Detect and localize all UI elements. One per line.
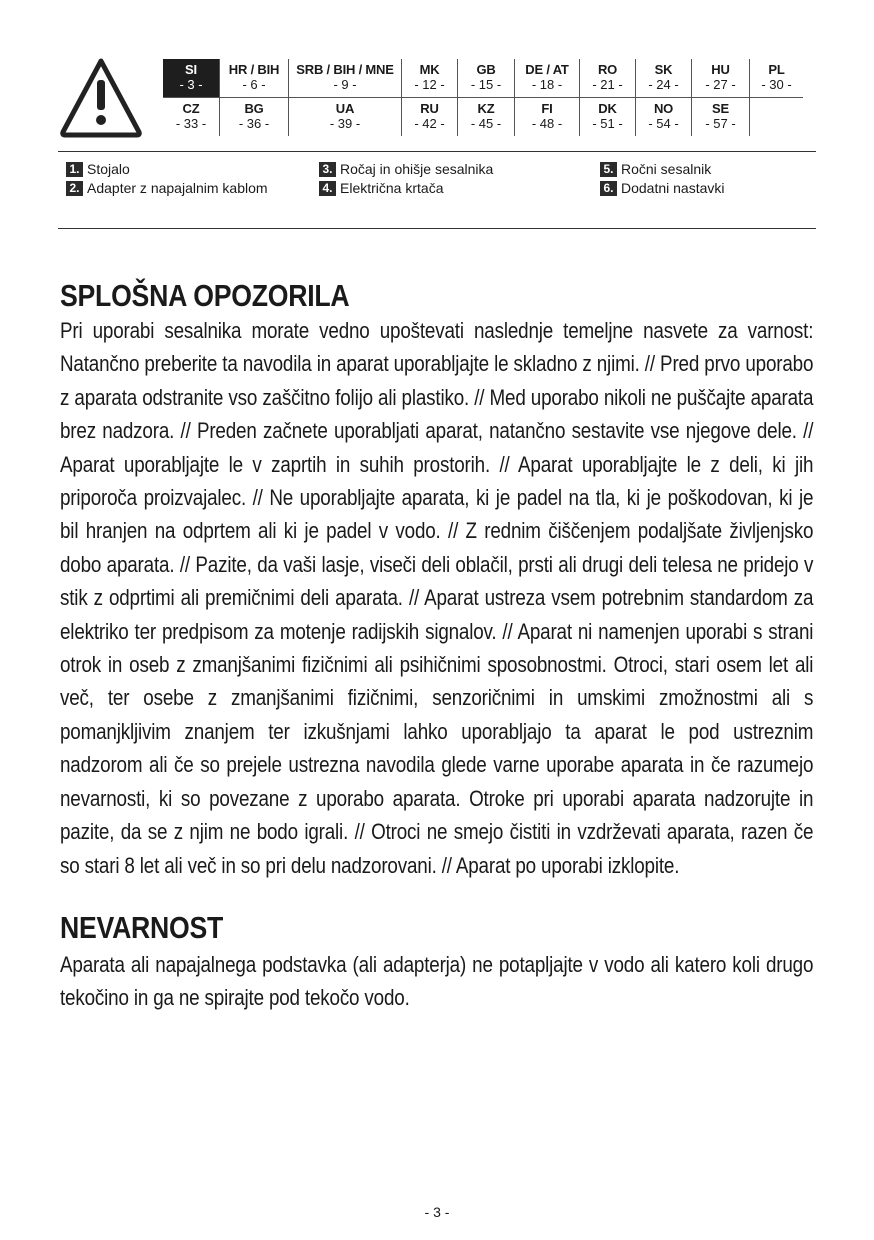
lang-cell-pl[interactable] xyxy=(750,59,804,98)
divider-bottom xyxy=(58,228,816,229)
lang-page: - 9 - xyxy=(333,77,357,92)
lang-code: CZ xyxy=(182,101,200,116)
lang-page: - 45 - xyxy=(470,116,502,131)
lang-cell-ru[interactable] xyxy=(402,98,458,137)
part-number: 2. xyxy=(66,181,83,196)
lang-page: - 39 - xyxy=(329,116,361,131)
lang-code: FI xyxy=(541,101,553,116)
lang-cell-si[interactable] xyxy=(163,59,220,98)
lang-page: - 12 - xyxy=(414,77,445,92)
lang-cell-dk[interactable] xyxy=(580,98,636,137)
lang-code: BG xyxy=(244,101,264,116)
lang-code: RU xyxy=(420,101,439,116)
lang-cell-de-at[interactable] xyxy=(515,59,580,98)
lang-page: - 3 - xyxy=(179,77,203,92)
lang-cell-mk[interactable] xyxy=(402,59,458,98)
part-label: Električna krtača xyxy=(340,180,444,196)
part-number: 6. xyxy=(600,181,617,196)
lang-code: SK xyxy=(654,62,673,77)
lang-page: - 36 - xyxy=(238,116,270,131)
part-label: Stojalo xyxy=(87,161,130,177)
language-index-table xyxy=(163,59,803,136)
lang-cell-ua[interactable] xyxy=(289,98,402,137)
part-item xyxy=(600,160,725,179)
part-item xyxy=(319,160,493,179)
danger-text: Aparata ali napajalnega podstavka (ali adapterja) ne potapljajte v vodo ali katero koli drugo tekočino in ga ne spirajte pod tekočo vodo. xyxy=(60,952,814,1011)
part-label: Adapter z napajalnim kablom xyxy=(87,180,268,196)
lang-code: NO xyxy=(653,101,674,116)
page-number: - 3 - xyxy=(424,1204,450,1220)
lang-page: - 51 - xyxy=(592,116,623,131)
lang-code: DK xyxy=(598,101,617,116)
lang-page: - 54 - xyxy=(648,116,679,131)
lang-code: PL xyxy=(768,62,785,77)
lang-cell-srb-bih-mne[interactable] xyxy=(289,59,402,98)
lang-code: UA xyxy=(335,101,355,116)
lang-cell-cz[interactable] xyxy=(163,98,220,137)
lang-cell-se[interactable] xyxy=(692,98,750,137)
lang-cell-fi[interactable] xyxy=(515,98,580,137)
lang-cell-kz[interactable] xyxy=(458,98,515,137)
part-label: Ročni sesalnik xyxy=(621,161,712,177)
part-number: 1. xyxy=(66,162,83,177)
lang-code: GB xyxy=(476,62,496,77)
lang-cell-hu[interactable] xyxy=(692,59,750,98)
lang-cell-gb[interactable] xyxy=(458,59,515,98)
lang-page: - 15 - xyxy=(470,77,502,92)
lang-code: RO xyxy=(597,62,618,77)
lang-cell-no[interactable] xyxy=(636,98,692,137)
lang-page: - 27 - xyxy=(705,77,736,92)
lang-code: DE / AT xyxy=(525,62,569,77)
lang-cell-ro[interactable] xyxy=(580,59,636,98)
divider-top xyxy=(58,151,816,152)
parts-column-3 xyxy=(600,160,725,198)
lang-code: KZ xyxy=(477,101,495,116)
part-item xyxy=(600,179,725,198)
lang-cell-empty xyxy=(750,98,804,137)
lang-cell-hr-bih[interactable] xyxy=(220,59,289,98)
part-number: 5. xyxy=(600,162,617,177)
section-title-danger: NEVARNOST xyxy=(60,910,224,945)
lang-cell-bg[interactable] xyxy=(220,98,289,137)
part-label: Dodatni nastavki xyxy=(621,180,725,196)
lang-code: HR / BIH xyxy=(228,62,280,77)
part-item xyxy=(319,179,493,198)
part-label: Ročaj in ohišje sesalnika xyxy=(340,161,494,177)
lang-page: - 6 - xyxy=(242,77,266,92)
lang-page: - 42 - xyxy=(414,116,445,131)
parts-column-1 xyxy=(66,160,268,198)
lang-page: - 18 - xyxy=(531,77,563,92)
lang-code: SI xyxy=(185,62,197,77)
lang-page: - 33 - xyxy=(175,116,207,131)
part-number: 3. xyxy=(319,162,336,177)
lang-code: SRB / BIH / MNE xyxy=(296,62,394,77)
lang-page: - 57 - xyxy=(705,116,736,131)
section-title-general-warnings: SPLOŠNA OPOZORILA xyxy=(60,278,350,313)
lang-cell-sk[interactable] xyxy=(636,59,692,98)
parts-column-2 xyxy=(319,160,493,198)
lang-page: - 21 - xyxy=(592,77,623,92)
lang-code: HU xyxy=(711,62,730,77)
lang-page: - 48 - xyxy=(531,116,563,131)
part-number: 4. xyxy=(319,181,336,196)
lang-page: - 24 - xyxy=(648,77,679,92)
part-item xyxy=(66,179,268,198)
part-item xyxy=(66,160,268,179)
lang-page: - 30 - xyxy=(761,77,792,92)
lang-code: MK xyxy=(419,62,440,77)
lang-code: SE xyxy=(712,101,729,116)
general-warnings-text: Pri uporabi sesalnika morate vedno upoštevati naslednje temeljne nasvete za varnost: Natančno preberite ta navodila in aparat uporabljajte le skladno z njimi. // Pred prvo uporabo z aparata odstranite vso zaščitno folijo ali plastiko. // Med uporabo nikoli ne puščajte aparata brez nadzora. // Preden začnete uporabljati aparat, natančno sestavite vse njegove dele. // Aparat uporabljajte le v zaprtih in suhih prostorih. // Aparat uporabljajte le z deli, ki jih priporoča proizvajalec. // Ne uporabljajte aparata, ki je padel na tla, ki je poškodovan, ki je bil hranjen na odprtem ali ki je padel v vodo. // Z rednim čiščenjem podaljšate življenjsko dobo aparata. // Pazite, da vaši lasje, viseči deli oblačil, prsti ali drugi deli telesa ne pridejo v stik z odprtimi ali premičnimi deli aparata. // Aparat ustreza vsem potrebnim standardom za elektriko ter predpisom za motenje radijskih signalov. // Aparat ni namenjen uporabi s strani otrok in oseb z zmanjšanimi fizičnimi ali psihičnimi sposobnostmi. Otroci, stari osem let ali več, ter osebe z zmanjšanimi fizičnimi, senzoričnimi in umskimi zmožnostmi ali s pomanjkljivim znanjem ter izkušnjami lahko uporabljajo ta aparat le pod ustreznim nadzorom ali če so prejele ustrezna navodila glede varne uporabe aparata in če razumejo nevarnosti, ki so povezane z uporabo aparata. Otroke pri uporabi aparata nadzorujte in pazite, da se z njim ne bodo igrali. // Otroci ne smejo čistiti in vzdrževati aparata, razen če so stari 8 let ali več in so pri delu nadzorovani. // Aparat po uporabi izklopite. xyxy=(60,318,814,878)
warning-icon xyxy=(58,56,144,138)
